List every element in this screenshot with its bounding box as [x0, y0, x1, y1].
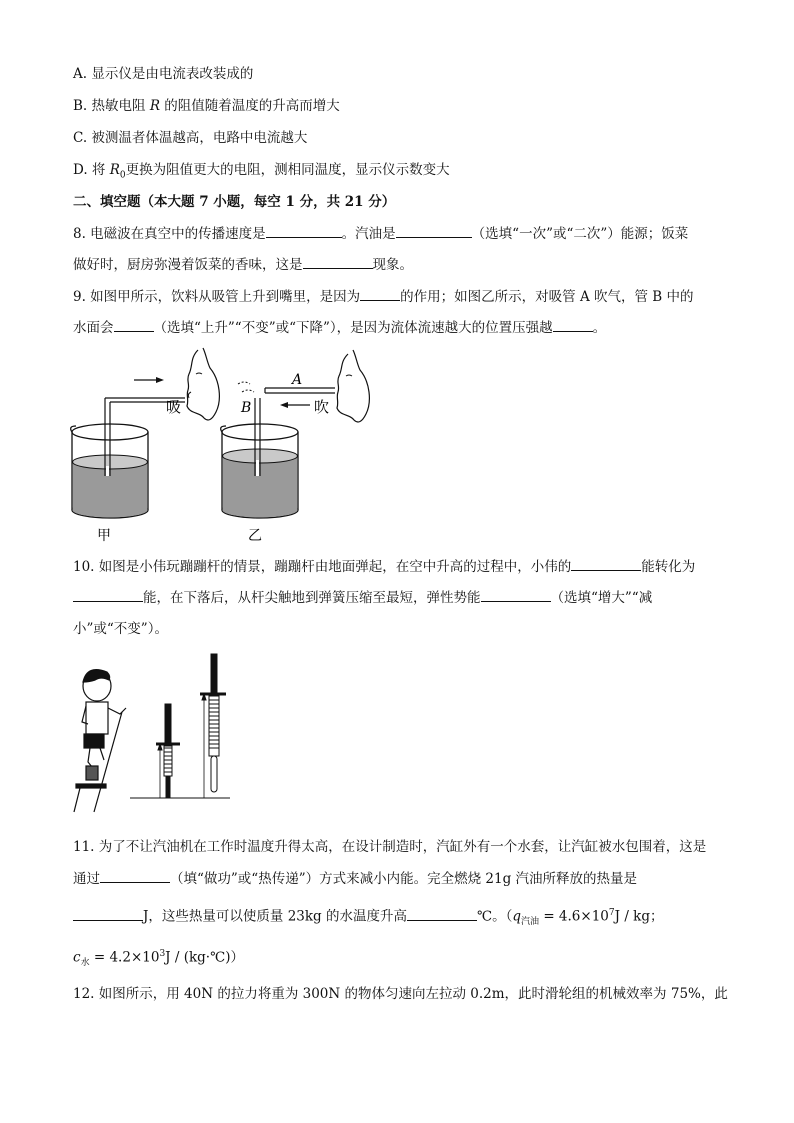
label-blow: 吹 — [314, 398, 330, 416]
blank[interactable] — [571, 556, 641, 571]
q11-line1: 11. 为了不让汽油机在工作时温度升得太高，在设计制造时，汽缸外有一个水套，让汽缸被水包围着，这是 — [73, 839, 707, 855]
blank[interactable] — [407, 906, 477, 921]
blank[interactable] — [73, 587, 143, 602]
blank[interactable] — [303, 254, 373, 269]
label-suck: 吸 — [166, 398, 182, 416]
option-b: B. 热敏电阻 R 的阻值随着温度的升高而增大 — [73, 98, 340, 114]
q11-line2: 通过 （填“做功”或“热传递”）方式来减小内能。完全燃烧 21g 汽油所释放的热量是 — [73, 868, 637, 889]
q8-line2: 做好时，厨房弥漫着饭菜的香味，这是 现象。 — [73, 254, 413, 275]
label-a: A — [292, 372, 303, 388]
blank[interactable] — [481, 587, 551, 602]
option-c: C. 被测温者体温越高，电路中电流越大 — [73, 130, 308, 146]
section-title: 二、填空题（本大题 7 小题，每空 1 分，共 21 分） — [73, 194, 396, 210]
label-jia: 甲 — [97, 528, 111, 544]
blank[interactable] — [396, 223, 472, 238]
blank[interactable] — [553, 317, 593, 332]
label-yi: 乙 — [248, 528, 262, 544]
q11-line3: J，这些热量可以使质量 23kg 的水温度升高 ℃。（$q_{汽油} = 4.6\times 10^7J$ / kg； — [73, 903, 664, 932]
blank[interactable] — [100, 868, 170, 883]
q9-line1: 9. 如图甲所示，饮料从吸管上升到嘴里，是因为 的作用；如图乙所示，对吸管 A 吹气，管 B 中的 — [73, 286, 694, 307]
q12-line1: 12. 如图所示，用 40N 的拉力将重为 300N 的物体匀速向左拉动 0.2m，此时滑轮组的机械效率为 75%，此 — [73, 986, 728, 1002]
blank[interactable] — [266, 223, 342, 238]
option-a: A. 显示仪是由电流表改装成的 — [73, 66, 254, 82]
q9-figure — [60, 340, 380, 545]
option-d: D. 将 $R_0$更换为阻值更大的电阻，测相同温度，显示仪示数变大 — [73, 162, 450, 181]
label-b: B — [241, 400, 252, 416]
q10-figure — [70, 648, 250, 818]
boy-on-pogo — [74, 670, 126, 812]
q10-line2: 能，在下落后，从杆尖触地到弹簧压缩至最短，弹性势能 （选填“增大”“减 — [73, 587, 652, 608]
blank[interactable] — [360, 286, 400, 301]
q9-line2: 水面会 （选填“上升”“不变”或“下降”），是因为流体流速越大的位置压强越 。 — [73, 317, 606, 338]
q10-line1: 10. 如图是小伟玩蹦蹦杆的情景，蹦蹦杆由地面弹起，在空中升高的过程中，小伟的 能转化为 — [73, 556, 695, 577]
blank[interactable] — [114, 317, 154, 332]
q8-line1: 8. 电磁波在真空中的传播速度是 。汽油是 （选填“一次”或“二次”）能源；饭菜 — [73, 223, 688, 244]
blank[interactable] — [73, 906, 143, 921]
pogo-stick-extended — [200, 654, 226, 798]
q11-line4: $c_水 = 4.2\times 10^3J$ / (kg·℃)） — [73, 949, 244, 969]
q10-line3: 小”或“不变”）。 — [73, 621, 168, 637]
